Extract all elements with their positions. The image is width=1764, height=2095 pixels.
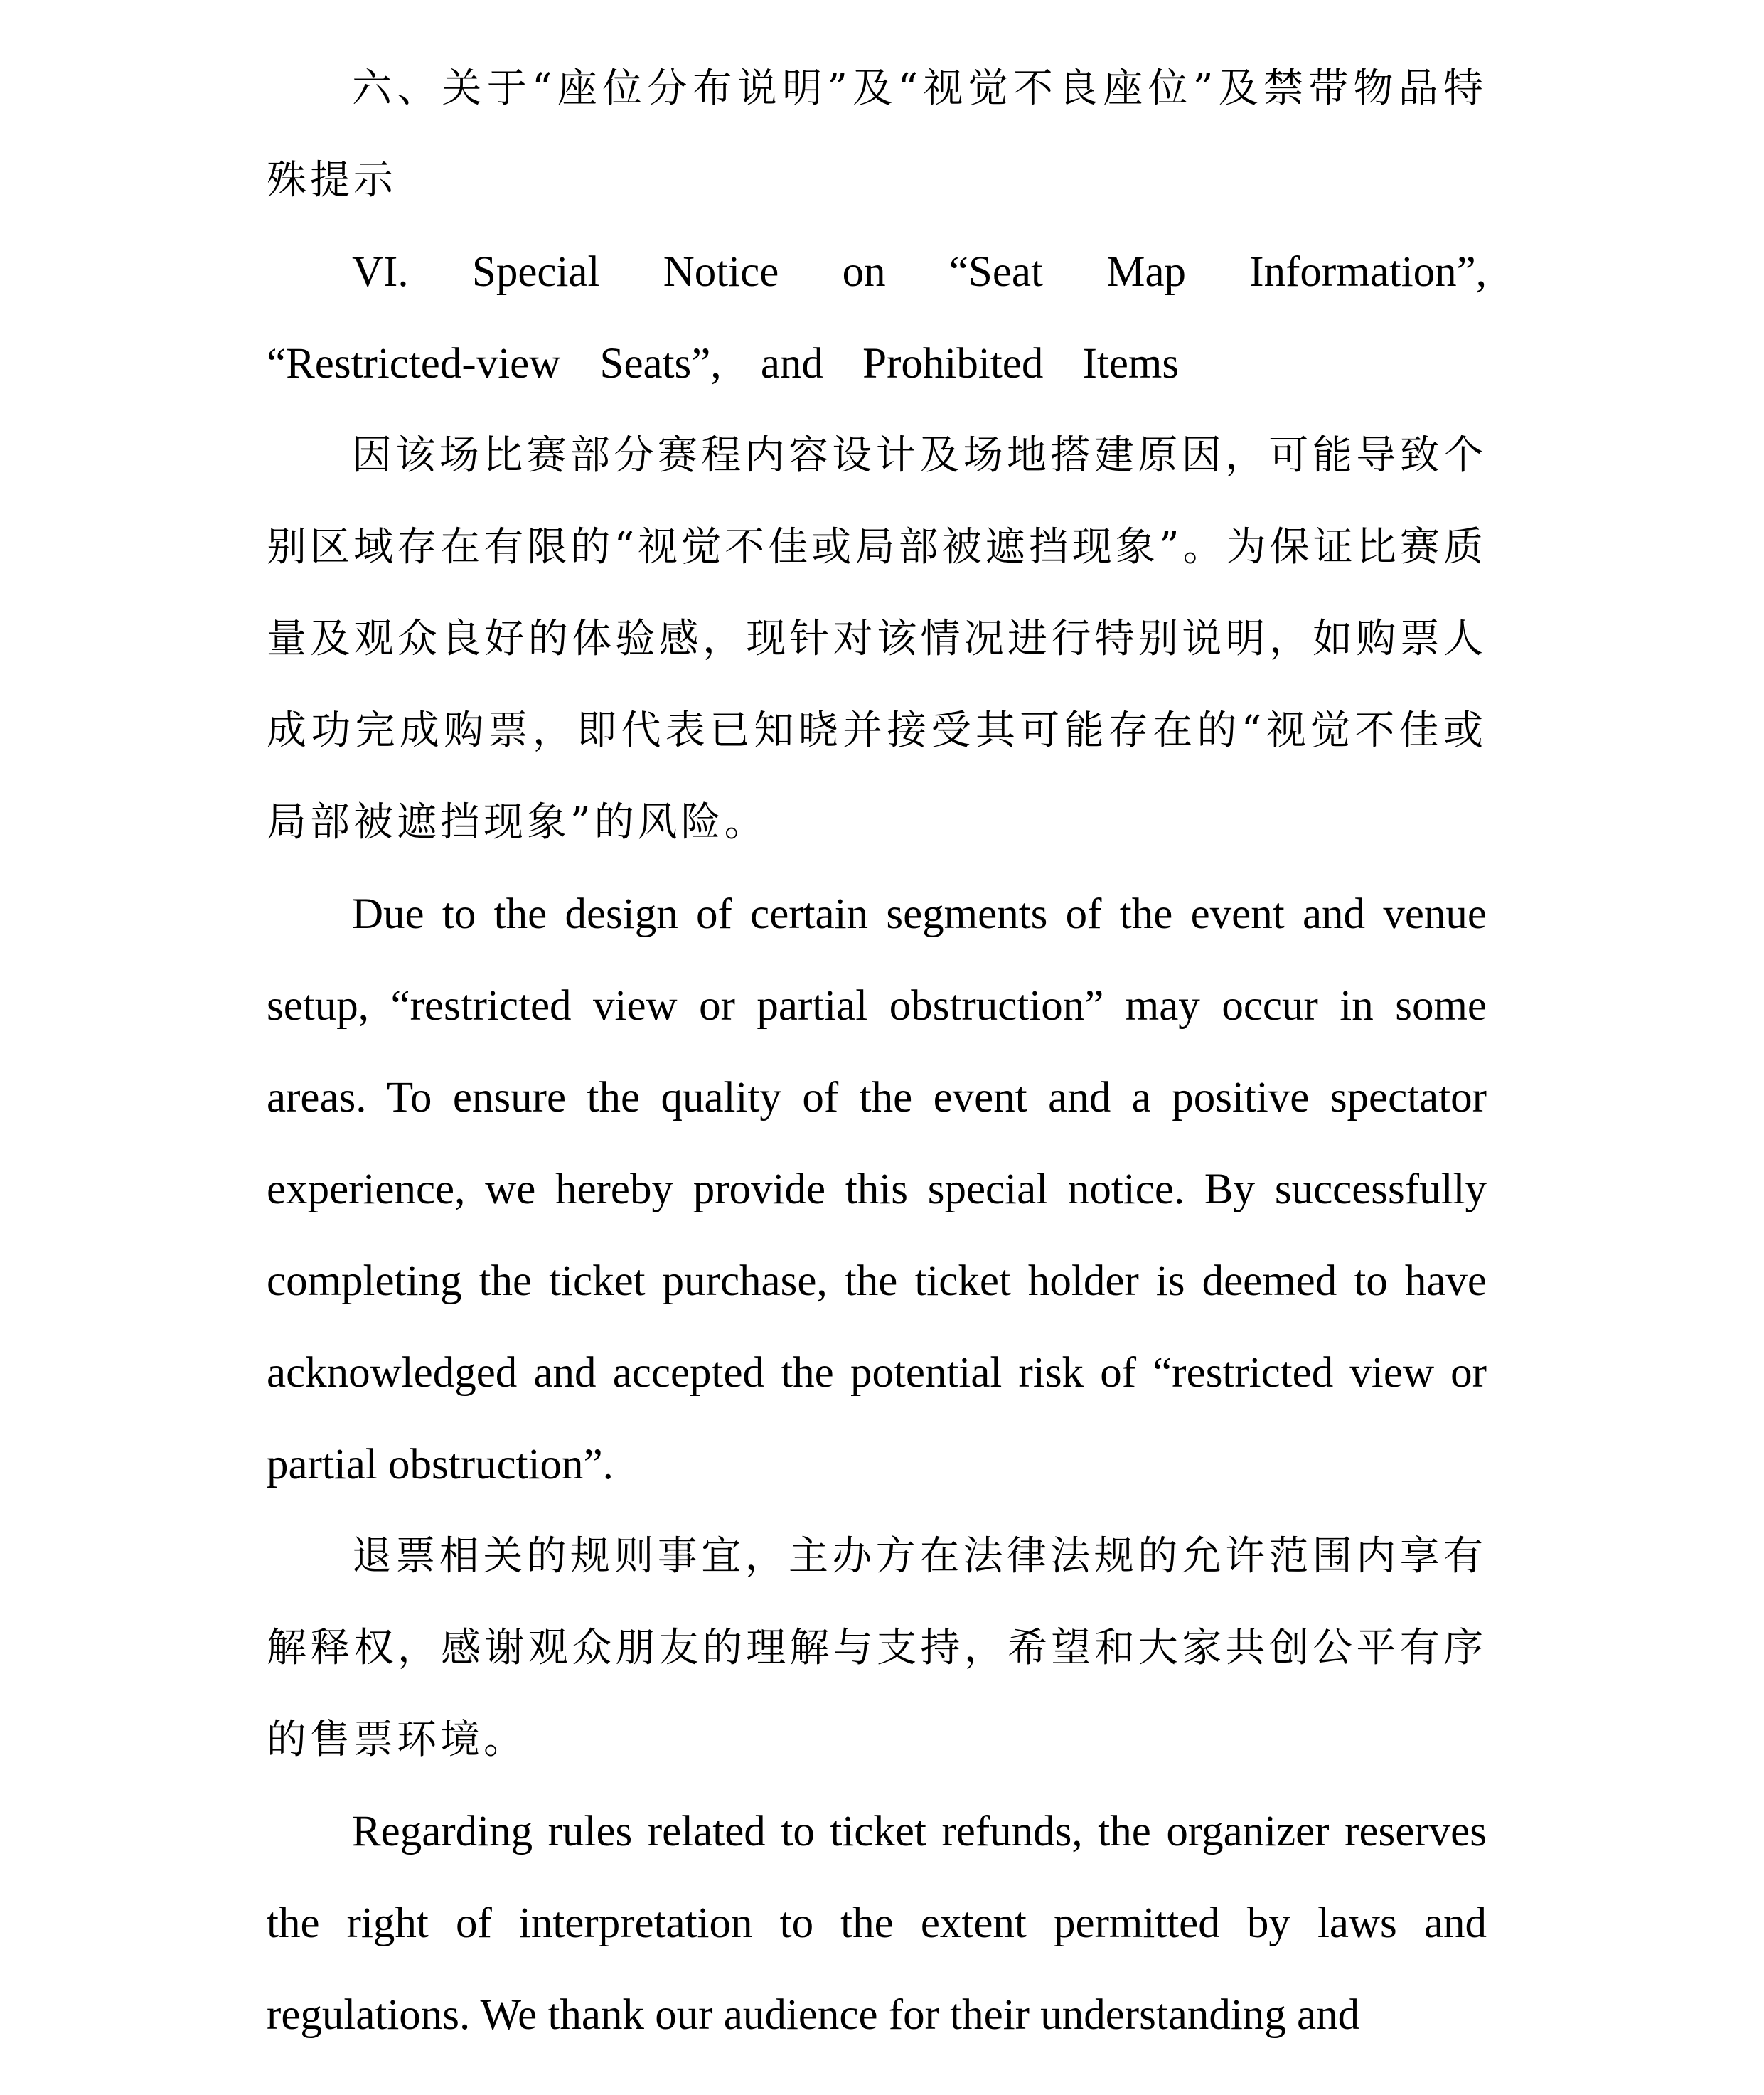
paragraph-1-zh: 因该场比赛部分赛程内容设计及场地搭建原因，可能导致个别区域存在有限的“视觉不佳或局部被遮挡现象”。为保证比赛质量及观众良好的体验感，现针对该情况进行特别说明，如购票人成功完成购票，即代表已知晓并接受其可能存在的“视觉不佳或局部被遮挡现象”的风险。 (267, 432, 1487, 846)
section-heading-zh: 六、关于“座位分布说明”及“视觉不良座位”及禁带物品特殊提示 (267, 65, 1487, 203)
paragraph-1-en: Due to the design of certain segments of the event and venue setup, “restricted view or partial obstruction” may occur in some areas. To ensure the quality of the event and a positive spectator experience, we hereby provide this special notice. By successfully completing the ticket purchase, the ticket holder is deemed to have acknowledged and accepted the potential risk of “restricted view or partial obstruction”. (267, 890, 1487, 1488)
section-heading-en: VI. Special Notice on “Seat Map Information”, “Restricted-view Seats”, and Prohibited Items (267, 248, 1487, 388)
paragraph-2-en: Regarding rules related to ticket refunds, the organizer reserves the right of interpretation to the extent permitted by laws and regulations. We thank our audience for their understanding and (267, 1808, 1487, 2039)
document-page (267, 43, 1487, 2061)
paragraph-2-zh: 退票相关的规则事宜，主办方在法律法规的允许范围内享有解释权，感谢观众朋友的理解与支持，希望和大家共创公平有序的售票环境。 (267, 1533, 1487, 1763)
